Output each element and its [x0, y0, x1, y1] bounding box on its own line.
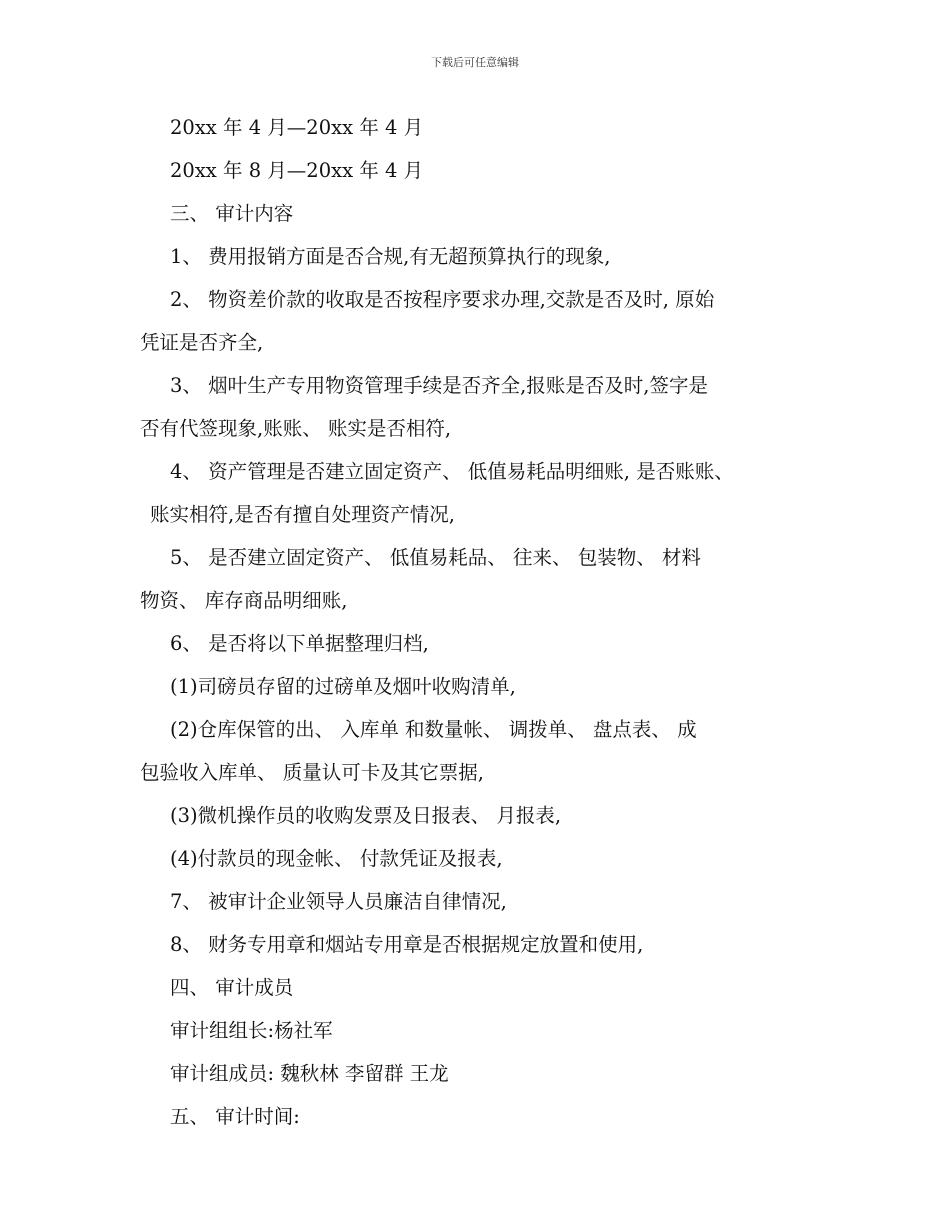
section-heading: 五、 审计时间:	[170, 1105, 300, 1128]
sub-item: (2)仓库保管的出、 入库单 和数量帐、 调拨单、 盘点表、 成	[170, 718, 697, 741]
page-header: 下载后可任意编辑	[431, 56, 519, 69]
list-item: 3、 烟叶生产专用物资管理手续是否齐全,报账是否及时,签字是	[170, 374, 709, 397]
section-heading: 四、 审计成员	[170, 976, 294, 999]
list-item: 2、 物资差价款的收取是否按程序要求办理,交款是否及时, 原始	[170, 288, 715, 311]
list-item: 6、 是否将以下单据整理归档,	[170, 632, 429, 655]
list-item-continuation: 否有代签现象,账账、 账实是否相符,	[140, 417, 452, 440]
team-members-line: 审计组成员: 魏秋林 李留群 王龙	[170, 1062, 449, 1085]
list-item: 8、 财务专用章和烟站专用章是否根据规定放置和使用,	[170, 933, 644, 956]
sub-item-continuation: 包验收入库单、 质量认可卡及其它票据,	[140, 761, 484, 784]
list-item: 1、 费用报销方面是否合规,有无超预算执行的现象,	[170, 245, 611, 268]
list-item: 4、 资产管理是否建立固定资产、 低值易耗品明细账, 是否账账、	[170, 460, 734, 483]
list-item: 7、 被审计企业领导人员廉洁自律情况,	[170, 890, 507, 913]
team-leader-line: 审计组组长:杨社军	[170, 1019, 333, 1042]
sub-item: (1)司磅员存留的过磅单及烟叶收购清单,	[170, 675, 516, 698]
list-item-continuation: 物资、 库存商品明细账,	[140, 589, 348, 612]
sub-item: (3)微机操作员的收购发票及日报表、 月报表,	[170, 804, 562, 827]
section-heading: 三、 审计内容	[170, 202, 294, 225]
list-item: 5、 是否建立固定资产、 低值易耗品、 往来、 包装物、 材料	[170, 546, 701, 569]
list-item-continuation: 账实相符,是否有擅自处理资产情况,	[150, 503, 455, 526]
text-line: 20xx 年 8 月—20xx 年 4 月	[170, 159, 424, 182]
list-item-continuation: 凭证是否齐全,	[140, 331, 264, 354]
document-body	[140, 106, 830, 1138]
text-line: 20xx 年 4 月—20xx 年 4 月	[170, 116, 424, 139]
sub-item: (4)付款员的现金帐、 付款凭证及报表,	[170, 847, 503, 870]
